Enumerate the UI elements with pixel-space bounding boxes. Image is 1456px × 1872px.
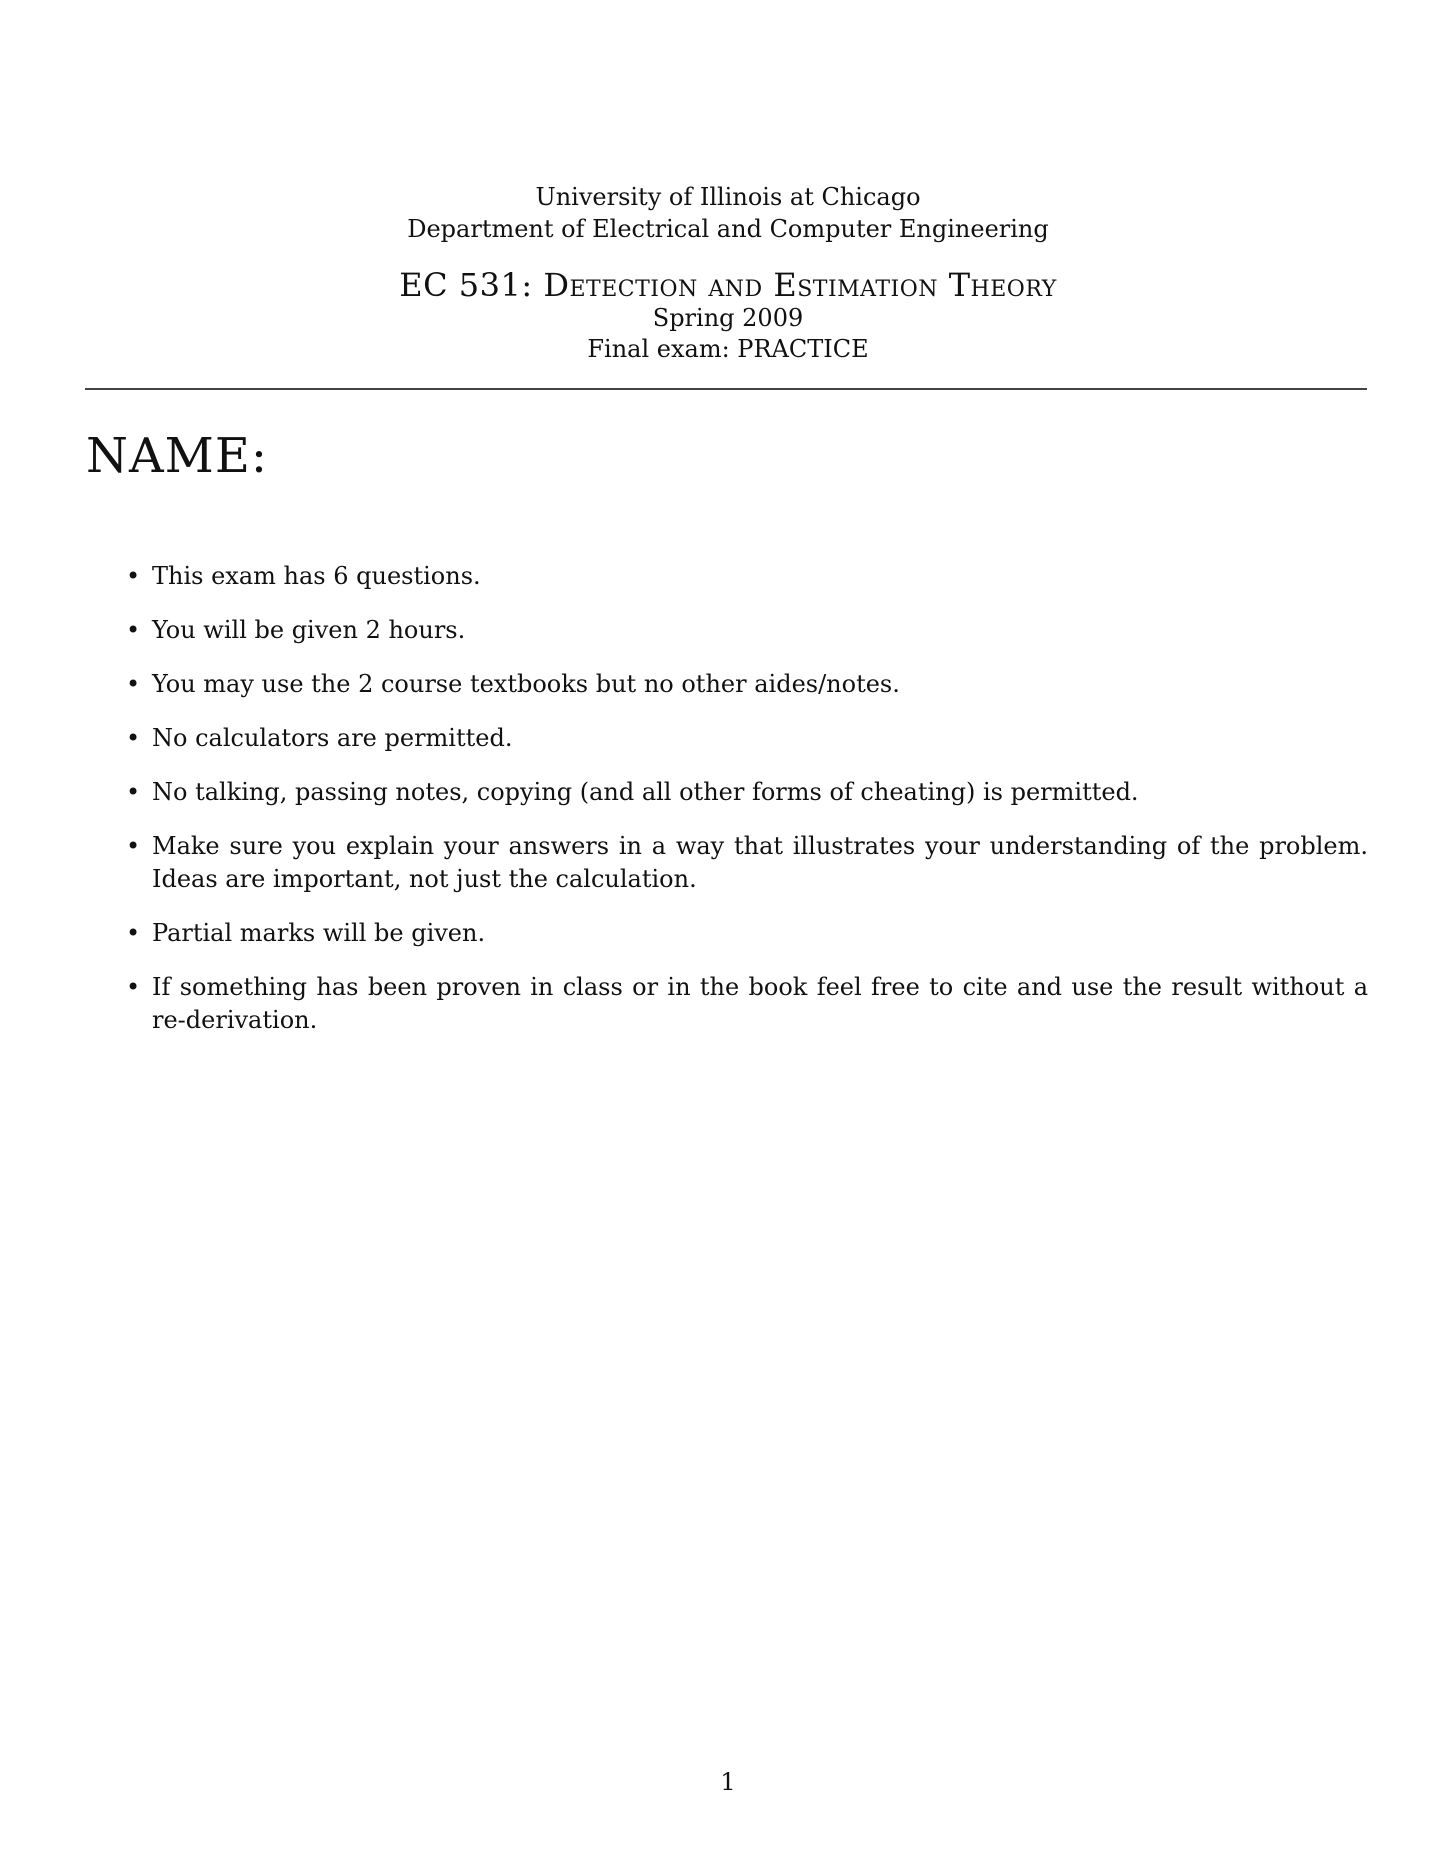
course-code: EC 531: — [399, 266, 533, 304]
instruction-item — [128, 776, 1368, 809]
page-number: 1 — [720, 1768, 736, 1796]
instruction-text: Make sure you explain your answers in a way that illustrates your understanding of the problem. Ideas are important, not just the calculation. — [152, 832, 1368, 893]
name-label: NAME: — [86, 428, 269, 484]
instruction-text: If something has been proven in class or in the book feel free to cite and use the result without a re-derivation. — [152, 973, 1368, 1034]
bullet-icon: • — [126, 778, 141, 806]
term: Spring 2009 — [652, 304, 804, 332]
exam-type: Final exam: PRACTICE — [587, 335, 869, 363]
instruction-text: You may use the 2 course textbooks but no other aides/notes. — [152, 670, 900, 698]
instruction-text: This exam has 6 questions. — [152, 562, 481, 590]
instruction-item — [128, 560, 1368, 593]
bullet-icon: • — [126, 562, 141, 590]
bullet-icon: • — [126, 832, 141, 860]
bullet-icon: • — [126, 724, 141, 752]
header-divider — [85, 388, 1367, 390]
course-title: Detection and Estimation Theory — [543, 266, 1057, 304]
bullet-icon: • — [126, 919, 141, 947]
bullet-icon: • — [126, 670, 141, 698]
instruction-item — [128, 830, 1368, 896]
instruction-item — [128, 668, 1368, 701]
instruction-text: No talking, passing notes, copying (and all other forms of cheating) is permitted. — [152, 778, 1139, 806]
instruction-text: No calculators are permitted. — [152, 724, 513, 752]
bullet-icon: • — [126, 973, 141, 1001]
course-heading — [0, 266, 1456, 304]
instruction-item — [128, 917, 1368, 950]
instruction-text: Partial marks will be given. — [152, 919, 486, 947]
instruction-text: You will be given 2 hours. — [152, 616, 466, 644]
department-name: Department of Electrical and Computer Engineering — [407, 215, 1049, 243]
instruction-item — [128, 722, 1368, 755]
institution-name: University of Illinois at Chicago — [535, 183, 921, 211]
instruction-item — [128, 614, 1368, 647]
instruction-item — [128, 971, 1368, 1037]
instructions-list — [128, 560, 1368, 1058]
bullet-icon: • — [126, 616, 141, 644]
